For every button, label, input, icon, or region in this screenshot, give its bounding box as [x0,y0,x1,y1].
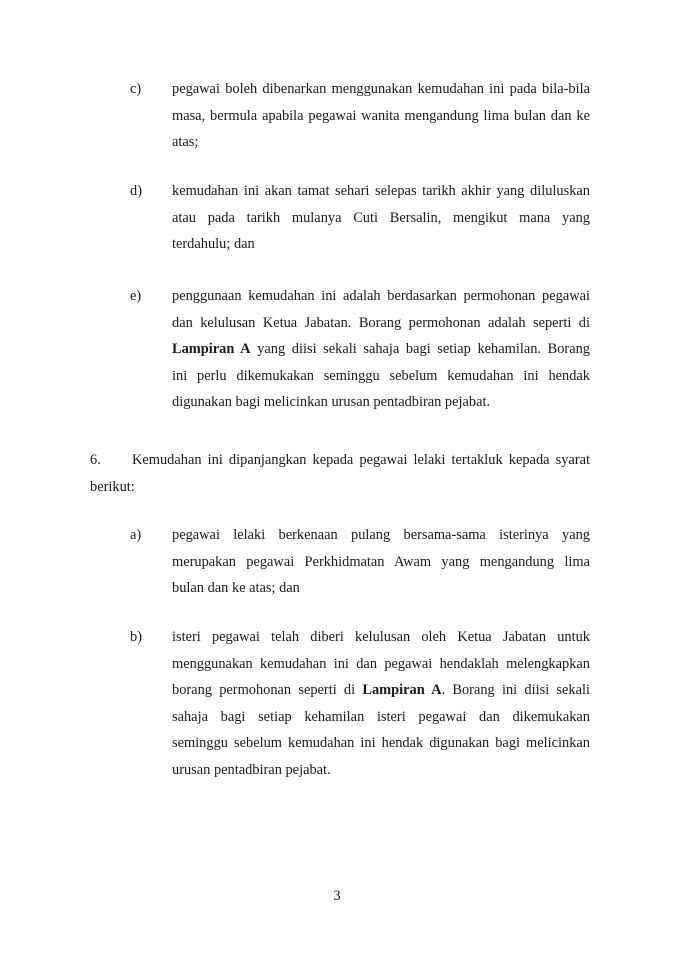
list-marker-a: a) [130,527,142,543]
list-marker-e: e) [130,288,142,304]
text-line: isteri pegawai telah diberi kelulusan oleh Ketua Jabatan untuk [172,629,590,645]
text-line [172,677,590,704]
list-marker-b: b) [130,629,142,645]
text-line: pegawai boleh dibenarkan menggunakan kemudahan ini pada bila-bila [172,81,590,97]
text-line: merupakan pegawai Perkhidmatan Awam yang mengandung lima [172,553,590,570]
text-fragment: . Borang ini diisi sekali [441,682,590,698]
list-text-b [172,624,590,783]
text-line: seminggu sebelum kemudahan ini hendak digunakan bagi melicinkan [172,735,590,751]
paragraph-number: 6. [90,452,101,468]
text-line: ini perlu dikemukakan seminggu sebelum kemudahan ini hendak [172,367,590,384]
text-line: sahaja bagi setiap kehamilan isteri pegawai dan dikemukakan [172,708,590,725]
text-line: berikut: [90,478,135,495]
text-line: terdahulu; dan [172,236,255,252]
text-line: urusan pentadbiran pejabat. [172,761,331,778]
lampiran-a-reference: Lampiran A [362,682,442,698]
text-line: atau pada tarikh mulanya Cuti Bersalin, mengikut mana yang [172,209,590,226]
list-marker-d: d) [130,183,142,199]
text-line [172,336,590,363]
text-line: masa, bermula apabila pegawai wanita mengandung lima bulan dan ke [172,107,590,124]
text-line: menggunakan kemudahan ini dan pegawai hendaklah melengkapkan [172,655,590,672]
list-text-a [172,522,590,602]
list-marker-c: c) [130,81,142,97]
text-line: kemudahan ini akan tamat sehari selepas tarikh akhir yang diluluskan [172,183,590,199]
text-line: dan kelulusan Ketua Jabatan. Borang permohonan adalah seperti di [172,314,590,331]
paragraph-6 [90,447,590,500]
page-number: 3 [333,888,341,904]
text-fragment: yang diisi sekali sahaja bagi setiap kehamilan. Borang [250,341,590,357]
list-text-c [172,76,590,156]
lampiran-a-reference: Lampiran A [172,341,251,357]
list-text-e [172,283,590,416]
text-line: penggunaan kemudahan ini adalah berdasarkan permohonan pegawai [172,288,590,304]
text-fragment: borang permohonan seperti di [172,682,363,698]
text-line: atas; [172,134,199,150]
text-line: pegawai lelaki berkenaan pulang bersama-sama isterinya yang [172,527,590,543]
text-line: digunakan bagi melicinkan urusan pentadbiran pejabat. [172,394,491,410]
text-line: bulan dan ke atas; dan [172,580,300,596]
text-line: Kemudahan ini dipanjangkan kepada pegawai lelaki tertakluk kepada syarat [132,452,590,468]
list-text-d [172,178,590,258]
